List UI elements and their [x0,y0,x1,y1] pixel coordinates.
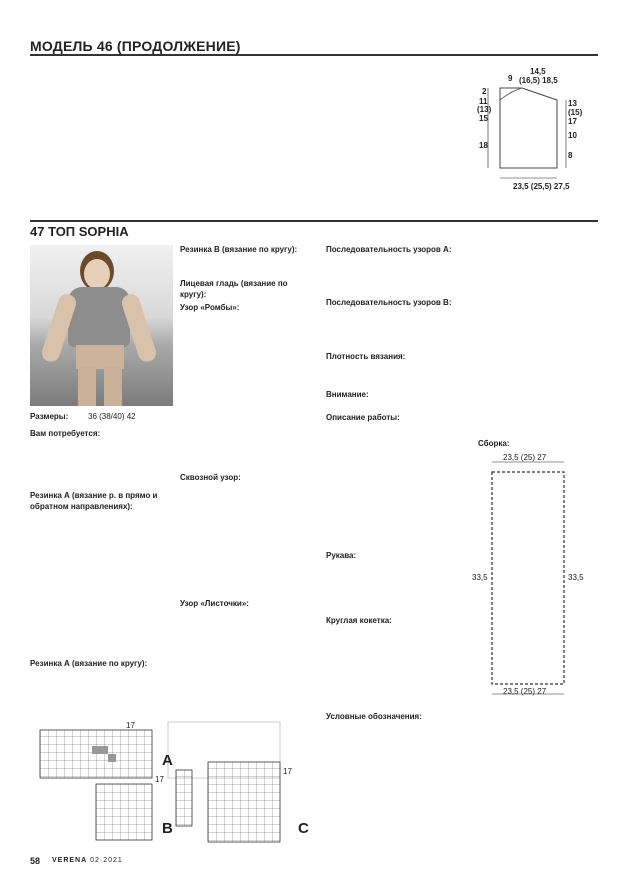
magazine-issue: 02·2021 [90,857,123,864]
m46-label: (13) [477,105,492,114]
note-label: Внимание: [326,390,369,399]
chart-c-number: 17 [283,767,292,776]
stockinette-label: Лицевая гладь (вязание по кругу): [180,279,288,299]
panel-right: 33,5 [568,573,584,582]
instructions-label: Описание работы: [326,413,400,422]
m46-label: 18 [479,141,488,150]
chart-b-letter: B [162,820,173,837]
panel-bottom: 23,5 (25) 27 [503,687,547,696]
sequence-b-label: Последовательность узоров В: [326,298,452,307]
page-number: 58 [30,856,41,866]
m46-label: (15) [568,108,583,117]
yoke-label: Круглая кокетка: [326,616,392,625]
m46-label: 15 [479,114,488,123]
section-title: 47 ТОП SOPHIA [30,224,129,239]
m46-label: 17 [568,117,577,126]
page-title: МОДЕЛЬ 46 (ПРОДОЛЖЕНИЕ) [30,38,241,54]
panel-top: 23,5 (25) 27 [503,453,547,462]
materials-label: Вам потребуется: [30,429,101,438]
sleeves-label: Рукава: [326,551,357,560]
sequence-a-label: Последовательность узоров А: [326,245,452,254]
chart-a-letter: A [162,752,173,769]
diamonds-label: Узор «Ромбы»: [180,303,240,312]
sizes-value: 36 (38/40) 42 [88,412,136,421]
m46-label: 9 [508,74,513,83]
chart-a-number: 17 [126,721,135,730]
rib-b-label: Резинка В (вязание по кругу): [180,245,298,254]
openwork-label: Сквозной узор: [180,473,241,482]
chart-c-letter: C [298,820,309,837]
m46-label: 23,5 (25,5) 27,5 [513,182,570,191]
chart-b-number: 17 [155,775,164,784]
rib-a2-label: Резинка А (вязание по кругу): [30,659,148,668]
m46-label: 14,5 [530,67,546,76]
gauge-label: Плотность вязания: [326,352,406,361]
rib-a-label: Резинка А (вязание р. в прямо и обратном направлениях): [30,491,158,511]
m46-label: 8 [568,151,573,160]
magazine-name [52,857,123,864]
m46-label: 10 [568,131,577,140]
panel-left: 33,5 [472,573,488,582]
sizes-label: Размеры: [30,412,69,421]
m46-label: (16,5) 18,5 [519,76,558,85]
leaves-label: Узор «Листочки»: [180,599,249,608]
magazine-title: VERENA [52,857,88,864]
m46-label: 13 [568,99,577,108]
legend-title: Условные обозначения: [326,712,422,721]
assembly-label: Сборка: [478,439,510,448]
m46-label: 2 [482,87,487,96]
m46-label: 11 [479,97,488,106]
